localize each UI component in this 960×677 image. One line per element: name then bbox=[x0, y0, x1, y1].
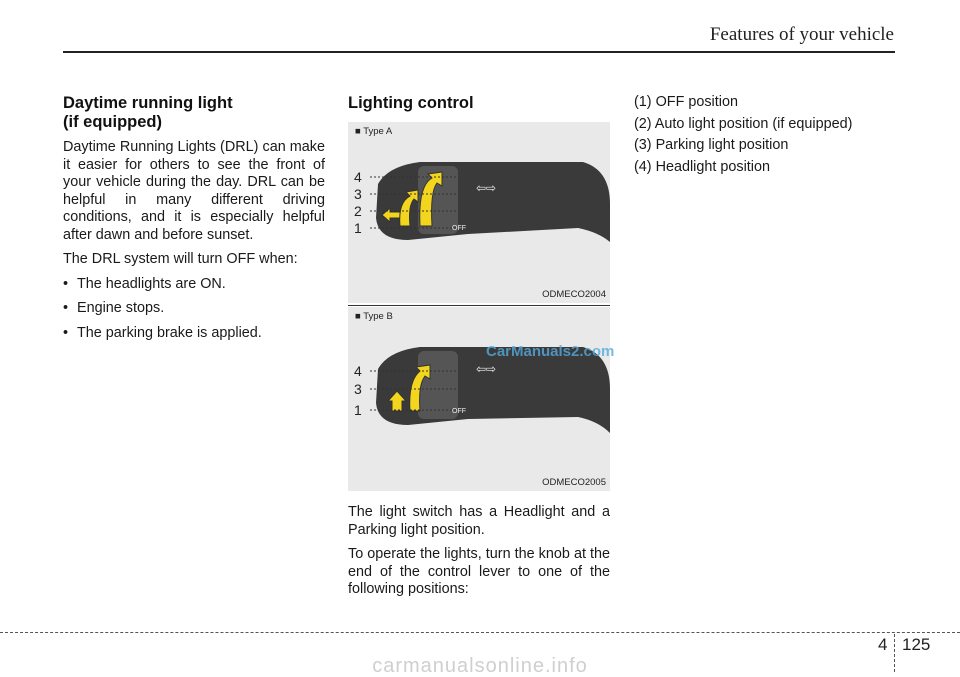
figure-type-b bbox=[348, 307, 610, 491]
list-item: • Engine stops. bbox=[63, 300, 165, 316]
turn-arrows-icon: ⇦⇨ bbox=[476, 362, 497, 376]
drl-section bbox=[63, 94, 325, 349]
header-rule bbox=[63, 51, 895, 53]
footer-rule bbox=[0, 632, 960, 633]
drl-title bbox=[63, 94, 325, 132]
list-item: (1) OFF position bbox=[634, 94, 738, 110]
list-item: (3) Parking light position bbox=[634, 137, 789, 153]
position-number: 4 bbox=[354, 169, 362, 185]
list-item: (4) Headlight position bbox=[634, 158, 770, 175]
position-number: 2 bbox=[354, 203, 362, 219]
lever-illustration-a bbox=[348, 122, 610, 303]
bullet-glyph: • bbox=[63, 324, 69, 341]
lighting-paragraph-1: The light switch has a Headlight and a Parking light position. bbox=[348, 504, 610, 538]
drl-title-line2: (if equipped) bbox=[63, 113, 162, 131]
position-number: 1 bbox=[354, 402, 362, 418]
off-mark: OFF bbox=[452, 408, 466, 415]
site-watermark: carmanualsonline.info bbox=[372, 655, 588, 677]
list-item: • The headlights are ON. bbox=[63, 275, 226, 292]
position-number: 1 bbox=[354, 220, 362, 236]
watermark-text: CarManuals2.com bbox=[486, 343, 615, 360]
position-number: 3 bbox=[354, 381, 362, 397]
positions-section bbox=[634, 94, 896, 180]
chapter-number: 4 bbox=[878, 635, 888, 654]
position-number: 4 bbox=[354, 363, 362, 379]
lever-illustration-b bbox=[348, 307, 610, 491]
lighting-text bbox=[348, 504, 610, 606]
figure-code: ODMECO2004 bbox=[542, 289, 606, 300]
drl-bullet-list bbox=[63, 276, 325, 343]
position-number: 3 bbox=[354, 186, 362, 202]
list-item: • The parking brake is applied. bbox=[63, 324, 262, 341]
figure-code: ODMECO2005 bbox=[542, 477, 606, 488]
lighting-section bbox=[348, 94, 610, 125]
figure-type-label: ■ Type B bbox=[355, 311, 393, 322]
header-title: Features of your vehicle bbox=[709, 24, 894, 45]
lighting-title: Lighting control bbox=[348, 94, 474, 112]
drl-paragraph-2: The DRL system will turn OFF when: bbox=[63, 251, 298, 267]
figure-type-a bbox=[348, 122, 610, 303]
page-number: 125 bbox=[902, 635, 931, 654]
off-mark: OFF bbox=[452, 225, 466, 232]
lighting-paragraph-2: To operate the lights, turn the knob at the end of the control lever to one of the following positions: bbox=[348, 546, 610, 597]
drl-paragraph-1: Daytime Running Lights (DRL) can make it easier for others to see the front of your vehicle during the day. DRL can be helpful in many different driving conditions, and it is especially helpful after dawn and before sunset. bbox=[63, 139, 325, 243]
bullet-glyph: • bbox=[63, 275, 69, 292]
drl-title-line1: Daytime running light bbox=[63, 94, 233, 112]
bullet-glyph: • bbox=[63, 300, 69, 316]
turn-arrows-icon: ⇦⇨ bbox=[476, 181, 497, 195]
positions-list bbox=[634, 94, 896, 176]
figure-type-label: ■ Type A bbox=[355, 126, 393, 137]
figure-divider bbox=[348, 305, 610, 306]
list-item: (2) Auto light position (if equipped) bbox=[634, 115, 853, 132]
